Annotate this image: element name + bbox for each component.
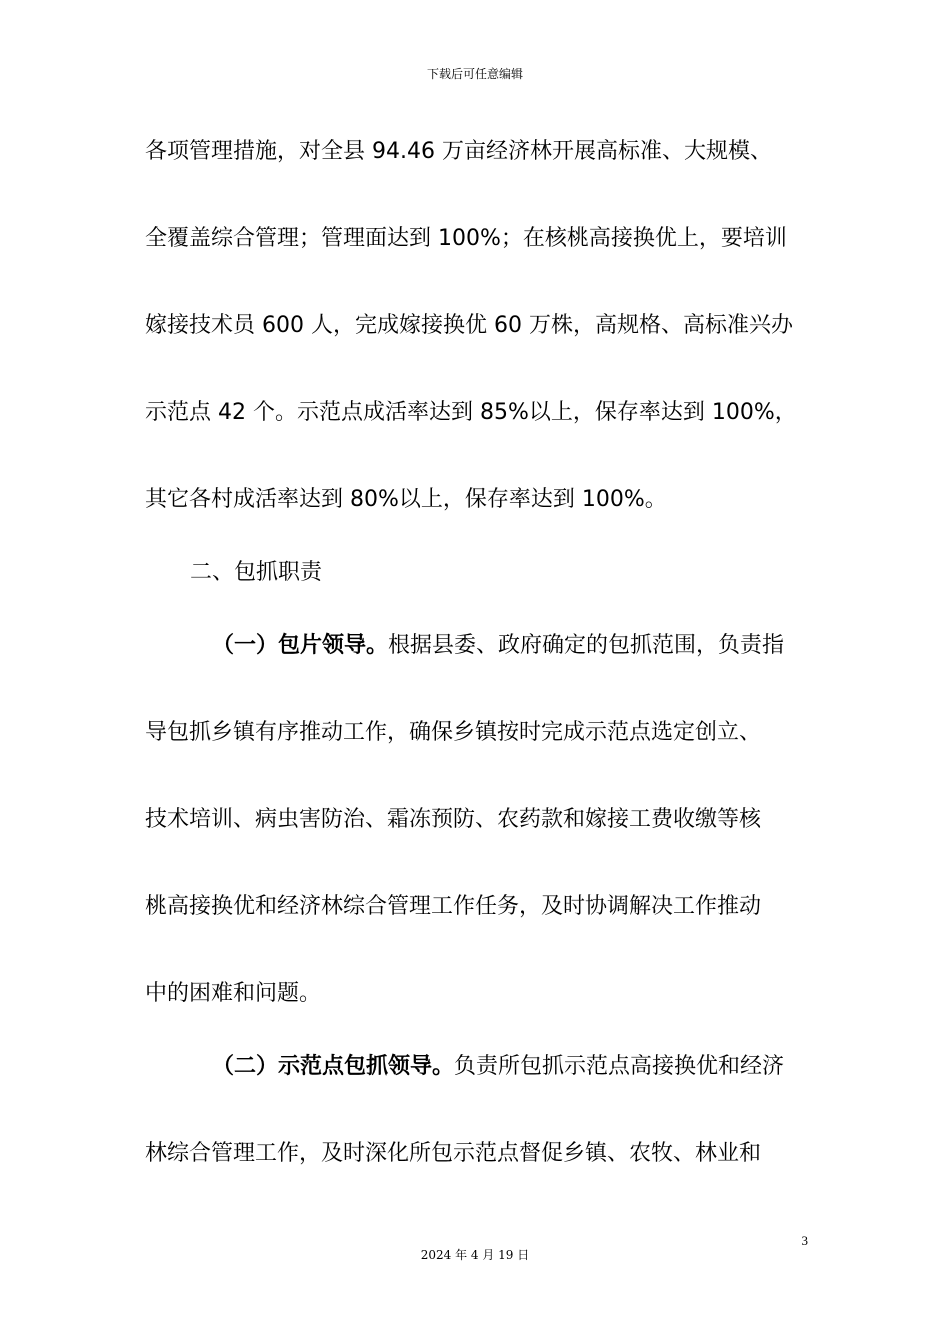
item2-first-text: 负责所包抓示范点高接换优和经济 (454, 1054, 785, 1079)
page-number: 3 (801, 1233, 808, 1248)
section-heading: 二、包抓职责 (190, 560, 323, 585)
item1-title: （一）包片领导。 (212, 633, 389, 658)
item1-line-2: 导包抓乡镇有序推动工作，确保乡镇按时完成示范点选定创立、 (145, 720, 762, 745)
item2-title: （二）示范点包抓领导。 (212, 1054, 455, 1079)
body-line-2: 全覆盖综合管理；管理面达到 100%；在核桃高接换优上，要培训 (145, 226, 787, 251)
footer-date: 2024 年 4 月 19 日 (420, 1248, 530, 1262)
body-line-3: 嫁接技术员 600 人，完成嫁接换优 60 万株，高规格、高标准兴办 (145, 313, 793, 338)
body-line-1: 各项管理措施，对全县 94.46 万亩经济林开展高标准、大规模、 (145, 139, 772, 164)
page-header: 下载后可任意编辑 (426, 67, 523, 81)
item1-line-5: 中的困难和问题。 (145, 981, 322, 1006)
body-line-5: 其它各村成活率达到 80%以上，保存率达到 100%。 (145, 487, 667, 512)
item1-first-text: 根据县委、政府确定的包抓范围，负责指 (388, 633, 785, 658)
item1-line-4: 桃高接换优和经济林综合管理工作任务，及时协调解决工作推动 (145, 894, 762, 919)
body-line-4: 示范点 42 个。示范点成活率达到 85%以上，保存率达到 100%， (145, 400, 797, 425)
item2-line-2: 林综合管理工作，及时深化所包示范点督促乡镇、农牧、林业和 (145, 1141, 762, 1166)
item2-first-line (212, 1052, 874, 1082)
item1-line-3: 技术培训、病虫害防治、霜冻预防、农药款和嫁接工费收缴等核 (145, 807, 762, 832)
item1-first-line (212, 631, 874, 661)
